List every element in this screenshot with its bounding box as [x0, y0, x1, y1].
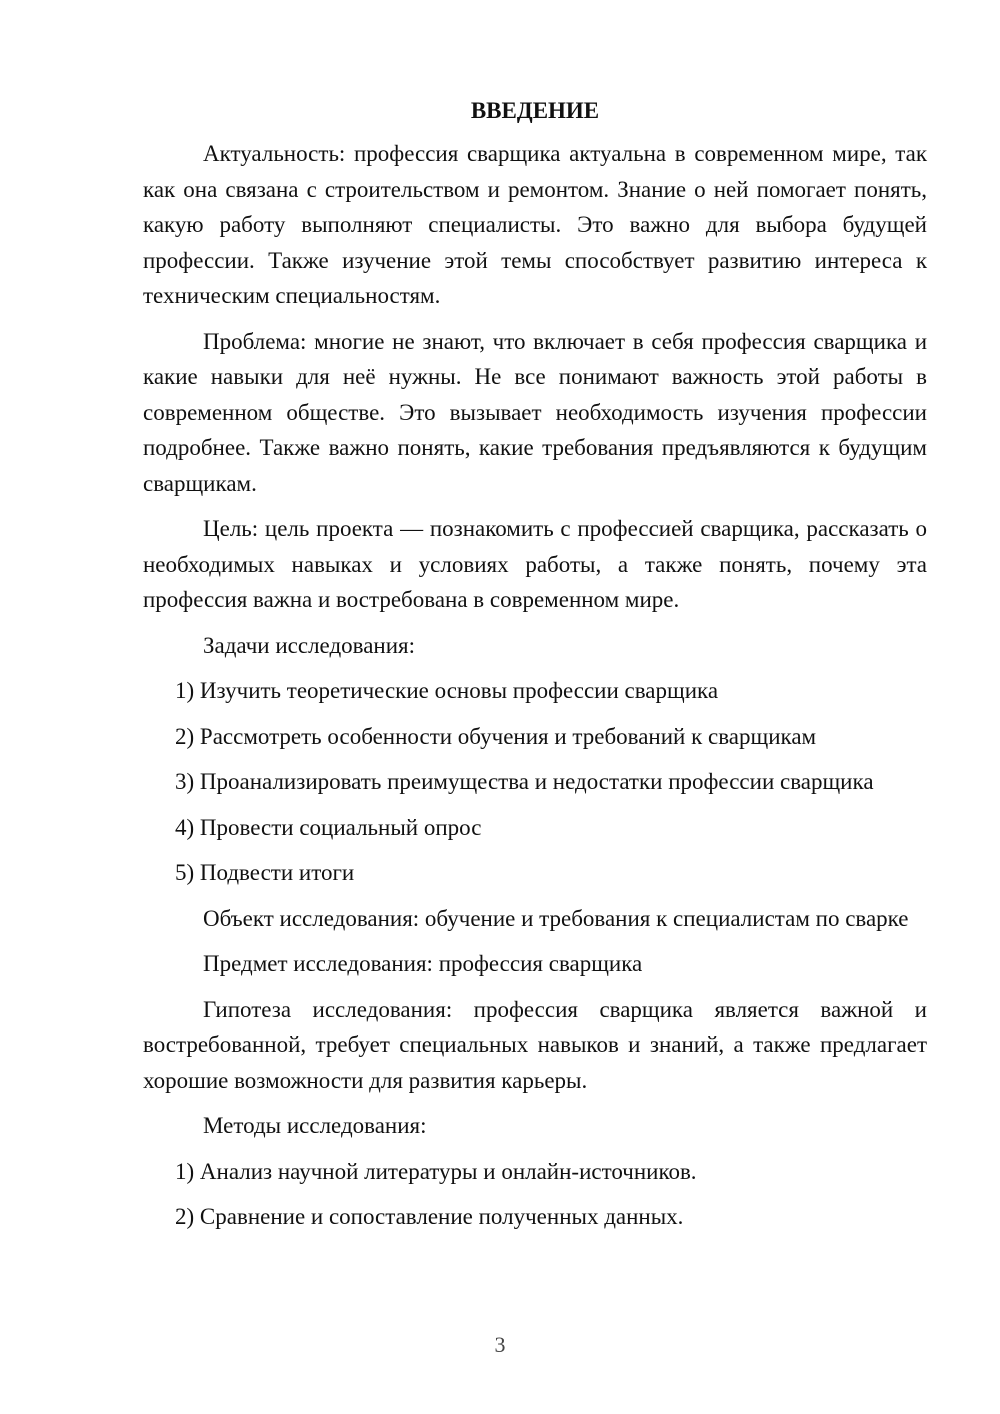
method-item: 1) Анализ научной литературы и онлайн-источников. [175, 1158, 697, 1184]
relevance-paragraph: Актуальность: профессия сварщика актуальна в современном мире, так как она связана с строительством и ремонтом. Знание о ней помогает понять, какую работу выполняют специалисты. Это важно для выбора будущей профессии. Также изучение этой темы способствует развитию интереса к техническим специальностям. [143, 141, 927, 308]
methods-heading: Методы исследования: [203, 1113, 427, 1138]
tasks-heading: Задачи исследования: [203, 632, 416, 658]
object-paragraph: Объект исследования: обучение и требования к специалистам по сварке [203, 905, 909, 931]
task-item: 3) Проанализировать преимущества и недостатки профессии сварщика [175, 769, 874, 794]
task-item: 5) Подвести итоги [175, 860, 355, 885]
hypothesis-paragraph: Гипотеза исследования: профессия сварщика является важной и востребованной, требует специальных навыков и знаний, а также предлагает хорошие возможности для развития карьеры. [143, 996, 927, 1093]
section-title: ВВЕДЕНИЕ [470, 98, 600, 123]
document-body [143, 96, 927, 1245]
problem-paragraph: Проблема: многие не знают, что включает в себя профессия сварщика и какие навыки для неё нужны. Не все понимают важность этой работы в современном обществе. Это вызывает необходимость изучения профессии подробнее. Также важно понять, какие требования предъявляются к будущим сварщикам. [143, 328, 927, 496]
task-item: 2) Рассмотреть особенности обучения и требований к сварщикам [175, 723, 817, 749]
method-item: 2) Сравнение и сопоставление полученных данных. [175, 1204, 684, 1229]
page-number: 3 [494, 1332, 506, 1357]
task-item: 4) Провести социальный опрос [175, 814, 482, 840]
subject-paragraph: Предмет исследования: профессия сварщика [203, 951, 643, 976]
task-item: 1) Изучить теоретические основы профессии сварщика [175, 678, 719, 703]
goal-paragraph: Цель: цель проекта — познакомить с профессией сварщика, рассказать о необходимых навыках и условиях работы, а также понять, почему эта профессия важна и востребована в современном мире. [143, 516, 927, 612]
